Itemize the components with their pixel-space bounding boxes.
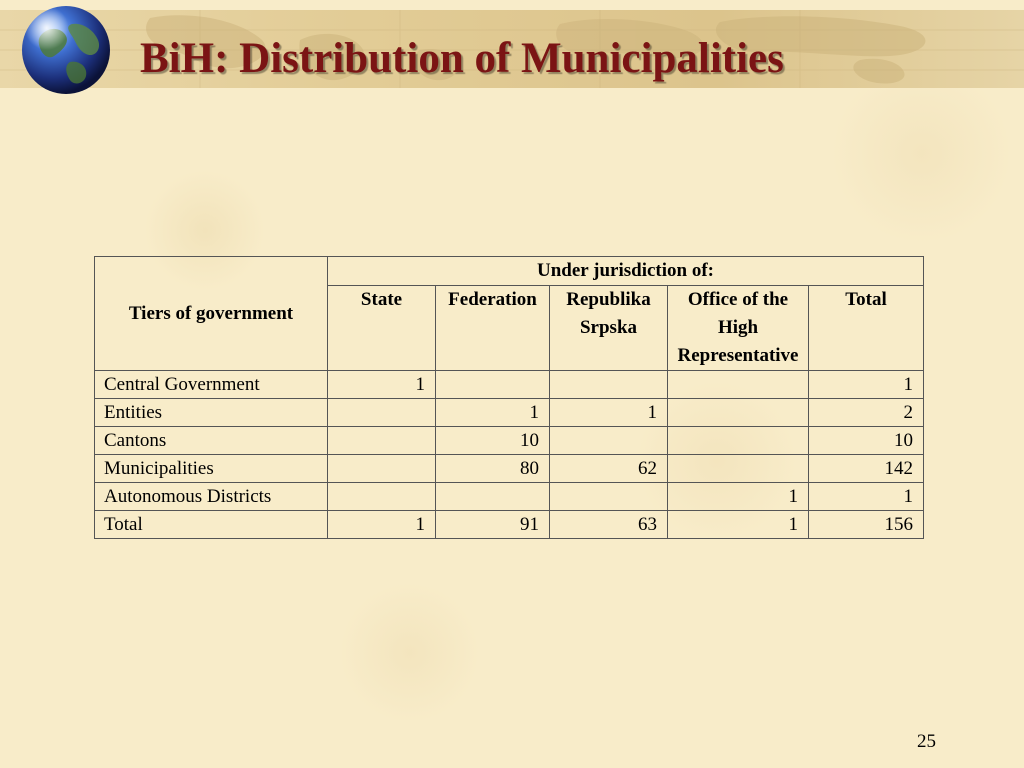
- table-cell: 1: [809, 483, 924, 511]
- table-cell: 1: [328, 511, 436, 539]
- table-cell: 63: [550, 511, 668, 539]
- table-row: [95, 455, 924, 483]
- table-cell: 1: [668, 483, 809, 511]
- row-label: Entities: [95, 399, 328, 427]
- table-row-total: [95, 511, 924, 539]
- table-header-row: [95, 257, 924, 286]
- table-row: [95, 483, 924, 511]
- group-header: Under jurisdiction of:: [328, 257, 924, 286]
- table-cell: [668, 427, 809, 455]
- page-title: BiH: Distribution of Municipalities: [140, 35, 784, 82]
- table-row: [95, 427, 924, 455]
- table-cell: 142: [809, 455, 924, 483]
- table-cell: [550, 483, 668, 511]
- table-cell: 156: [809, 511, 924, 539]
- table-cell: [668, 455, 809, 483]
- table-cell: [328, 483, 436, 511]
- table-cell: 1: [668, 511, 809, 539]
- column-header: Federation: [436, 286, 550, 371]
- globe-icon: [20, 4, 112, 96]
- row-label: Autonomous Districts: [95, 483, 328, 511]
- row-label: Central Government: [95, 371, 328, 399]
- table-cell: 1: [809, 371, 924, 399]
- column-header: Republika Srpska: [550, 286, 668, 371]
- column-header: Office of the High Representative: [668, 286, 809, 371]
- row-label: Cantons: [95, 427, 328, 455]
- table-row: [95, 371, 924, 399]
- table-cell: 80: [436, 455, 550, 483]
- table-cell: [328, 399, 436, 427]
- column-header: Total: [809, 286, 924, 371]
- table-row: [95, 399, 924, 427]
- table-cell: [668, 399, 809, 427]
- table-cell: [328, 427, 436, 455]
- row-label: Total: [95, 511, 328, 539]
- table-cell: [328, 455, 436, 483]
- column-header: State: [328, 286, 436, 371]
- table-cell: 1: [550, 399, 668, 427]
- row-label: Municipalities: [95, 455, 328, 483]
- municipalities-table: [94, 256, 924, 539]
- table-cell: [668, 371, 809, 399]
- table-cell: [550, 371, 668, 399]
- table-cell: 10: [809, 427, 924, 455]
- table-cell: 1: [436, 399, 550, 427]
- row-header: Tiers of government: [95, 257, 328, 371]
- page-number: 25: [917, 731, 936, 752]
- table-cell: 1: [328, 371, 436, 399]
- table-cell: [436, 483, 550, 511]
- table-cell: [550, 427, 668, 455]
- table-cell: 62: [550, 455, 668, 483]
- table-cell: 10: [436, 427, 550, 455]
- table-cell: 2: [809, 399, 924, 427]
- table-cell: 91: [436, 511, 550, 539]
- table-cell: [436, 371, 550, 399]
